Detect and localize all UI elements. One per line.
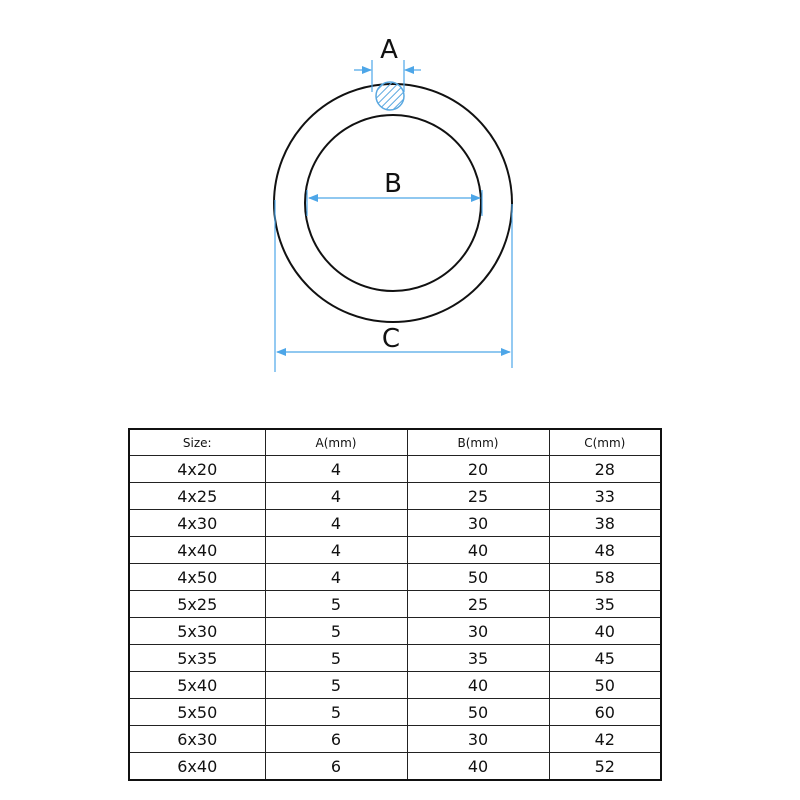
table-row [129,510,661,537]
dimension-b-label: B [384,169,402,199]
table-row [129,753,661,781]
cell-c: 35 [549,591,661,618]
table-header-row [129,429,661,456]
cell-c: 42 [549,726,661,753]
cell-b: 40 [407,537,549,564]
dimension-b [307,169,482,216]
cell-size: 5x25 [129,591,265,618]
cell-c: 52 [549,753,661,781]
cell-a: 4 [265,483,407,510]
cell-c: 60 [549,699,661,726]
cell-size: 4x25 [129,483,265,510]
cell-c: 40 [549,618,661,645]
ring-outer-edge [274,84,512,322]
cell-b: 30 [407,618,549,645]
cell-b: 25 [407,591,549,618]
cell-c: 33 [549,483,661,510]
table-row [129,591,661,618]
cell-b: 50 [407,564,549,591]
cell-a: 4 [265,564,407,591]
cell-a: 5 [265,699,407,726]
cell-c: 28 [549,456,661,483]
dimension-c [275,200,512,372]
header-c-mm: C(mm) [549,429,661,456]
cell-c: 45 [549,645,661,672]
table-row [129,537,661,564]
cell-a: 5 [265,591,407,618]
cell-size: 5x30 [129,618,265,645]
header-size: Size: [129,429,265,456]
cell-b: 30 [407,726,549,753]
cell-size: 6x30 [129,726,265,753]
cell-c: 50 [549,672,661,699]
cell-b: 50 [407,699,549,726]
table-row [129,618,661,645]
table-row [129,483,661,510]
table-row [129,564,661,591]
table-row [129,699,661,726]
cell-b: 40 [407,672,549,699]
dimension-c-label: C [381,324,401,354]
cross-section-hatch [376,82,404,110]
cell-a: 5 [265,618,407,645]
cell-a: 6 [265,726,407,753]
cell-a: 5 [265,672,407,699]
table-row [129,456,661,483]
cell-size: 4x30 [129,510,265,537]
cell-b: 35 [407,645,549,672]
cell-a: 6 [265,753,407,781]
cell-a: 4 [265,456,407,483]
cell-b: 40 [407,753,549,781]
ring-inner-edge [305,115,481,291]
cell-b: 20 [407,456,549,483]
cell-c: 58 [549,564,661,591]
size-spec-table [128,428,662,781]
cell-size: 4x50 [129,564,265,591]
cell-size: 6x40 [129,753,265,781]
cell-a: 4 [265,510,407,537]
cell-size: 4x40 [129,537,265,564]
cell-size: 5x50 [129,699,265,726]
cell-c: 48 [549,537,661,564]
table-row [129,645,661,672]
cell-a: 4 [265,537,407,564]
header-a-mm: A(mm) [265,429,407,456]
cell-b: 30 [407,510,549,537]
cell-a: 5 [265,645,407,672]
cell-size: 5x40 [129,672,265,699]
table-row [129,672,661,699]
dimension-a-label: A [380,35,398,65]
table-row [129,726,661,753]
header-b-mm: B(mm) [407,429,549,456]
cell-b: 25 [407,483,549,510]
cell-size: 5x35 [129,645,265,672]
cell-size: 4x20 [129,456,265,483]
cell-c: 38 [549,510,661,537]
